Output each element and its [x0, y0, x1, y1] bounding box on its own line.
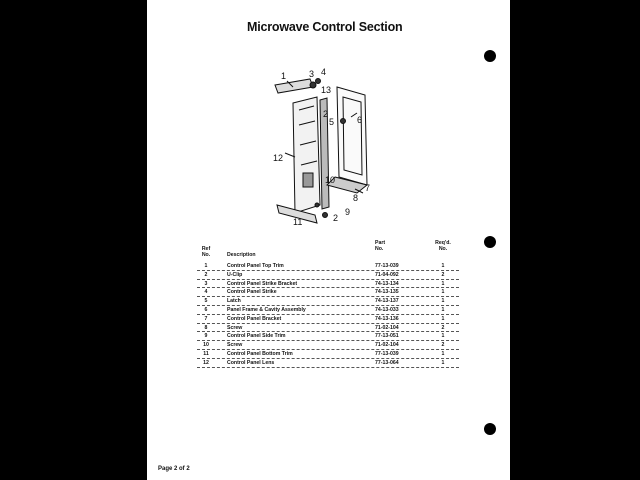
table-row: 1 Control Panel Top Trim 77-13-039 1	[197, 262, 459, 271]
table-row: 11 Control Panel Bottom Trim 77-13-039 1	[197, 350, 459, 359]
panel-frame	[337, 87, 367, 185]
header-req: Req'd. No.	[435, 240, 451, 252]
table-row: 4 Control Panel Strike 74-13-135 1	[197, 288, 459, 297]
callout-12: 12	[273, 153, 284, 163]
callout-4: 4	[321, 67, 327, 77]
table-row: 7 Control Panel Bracket 74-13-136 1	[197, 315, 459, 324]
exploded-parts-diagram	[265, 65, 390, 235]
parts-list-header	[197, 240, 459, 262]
table-row: 5 Latch 74-13-137 1	[197, 297, 459, 306]
callout-3: 3	[309, 69, 315, 79]
page-footer: Page 2 of 2	[158, 466, 190, 472]
header-ref: Ref No.	[201, 246, 211, 258]
callout-11: 11	[293, 217, 303, 227]
table-row: 8 Screw 71-02-104 2	[197, 324, 459, 333]
table-row: 2 U-Clip 71-04-092 2	[197, 271, 459, 280]
callout-13: 13	[321, 85, 332, 95]
table-row: 10 Screw 71-02-104 2	[197, 341, 459, 350]
punch-hole-bottom	[484, 423, 496, 435]
callout-9: 9	[345, 207, 351, 217]
callout-5: 5	[329, 117, 335, 127]
top-trim	[275, 79, 313, 93]
punch-hole-top	[484, 50, 496, 62]
punch-hole-middle	[484, 236, 496, 248]
page-title: Microwave Control Section	[247, 20, 403, 34]
callout-2-bottom: 2	[333, 213, 339, 223]
callout-1: 1	[281, 71, 287, 81]
table-row: 3 Control Panel Strike Bracket 74-13-134 1	[197, 280, 459, 289]
callout-6: 6	[357, 115, 363, 125]
parts-list	[197, 240, 459, 368]
header-part: Part No.	[375, 240, 386, 252]
table-row: 6 Panel Frame & Cavity Assembly 74-13-033 1	[197, 306, 459, 315]
control-panel-lens	[293, 97, 320, 213]
callout-2-top: 2	[323, 109, 329, 119]
table-row: 12 Control Panel Lens 77-13-064 1	[197, 359, 459, 368]
callout-8: 8	[353, 193, 359, 203]
callout-10: 10	[325, 175, 336, 185]
callout-7: 7	[365, 183, 371, 193]
table-row: 9 Control Panel Side Trim 77-13-051 1	[197, 332, 459, 341]
header-description: Description	[227, 252, 256, 258]
